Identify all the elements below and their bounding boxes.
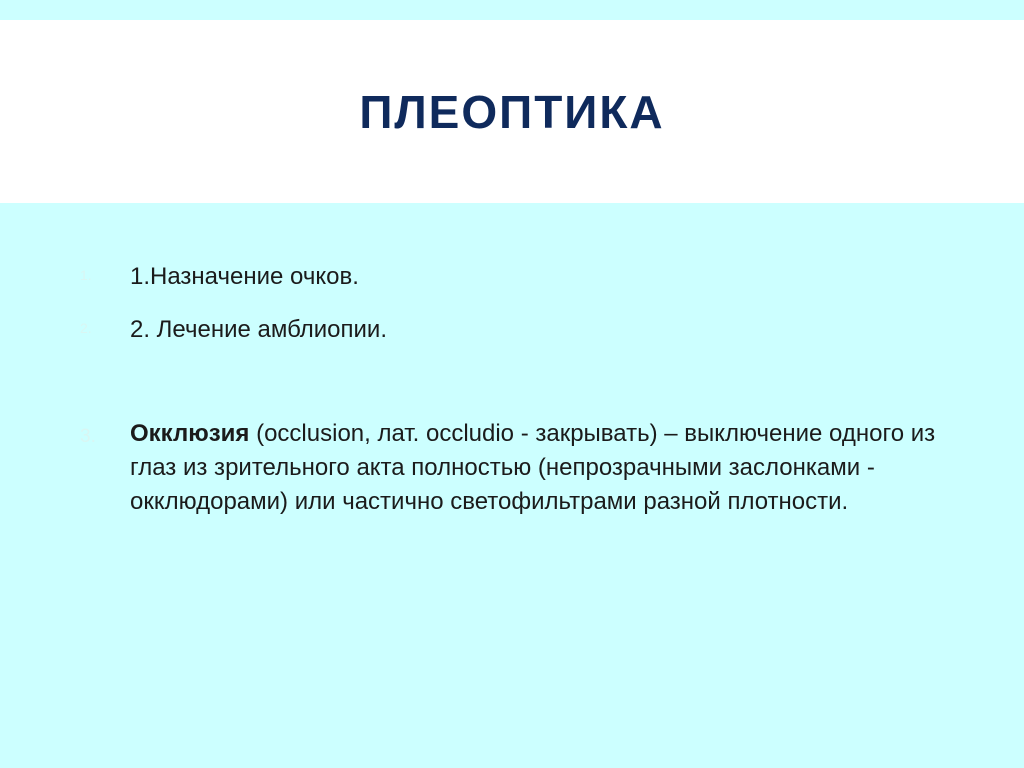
- list-number: 1.: [80, 267, 92, 283]
- list-item-text: [130, 417, 960, 519]
- list-item-text: 2. Лечение амблиопии.: [130, 316, 387, 343]
- list-item-text: 1.Назначение очков.: [130, 263, 359, 290]
- slide-title: ПЛЕОПТИКА: [359, 85, 665, 138]
- definition-text: (occlusion, лат. occludio - закрывать) – выключение одного из глаз из зрительного акта полностью (непрозрачными заслонками - окклюдорами) или частично светофильтрами разной плотности.: [130, 420, 936, 515]
- term-occlusion: Окклюзия: [130, 420, 250, 447]
- list-number: 2.: [80, 320, 92, 336]
- list-number: 3.: [80, 426, 96, 447]
